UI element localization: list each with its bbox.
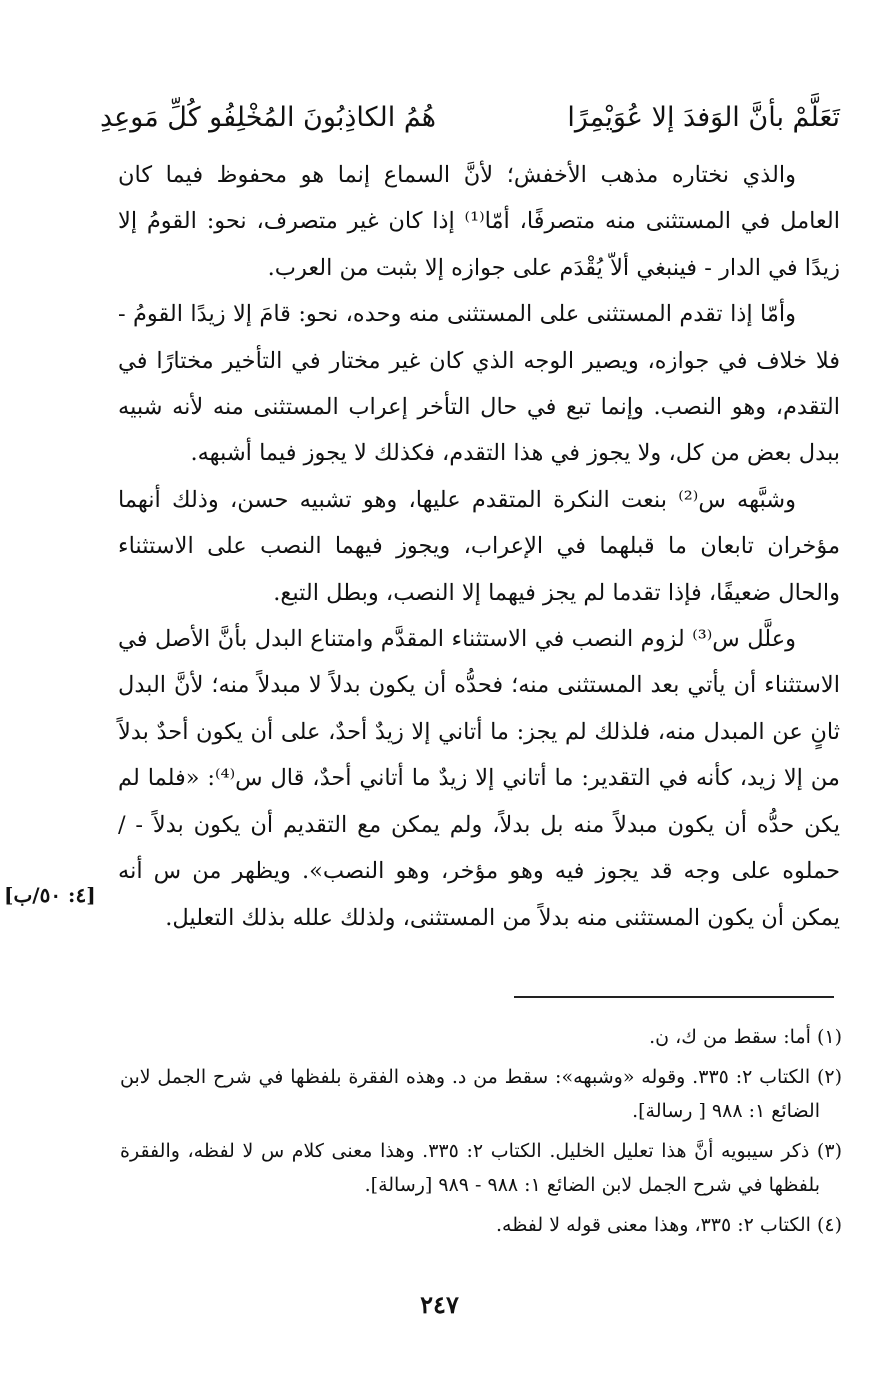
- manuscript-folio-reference: [٤: ٥٠/ب]: [4, 883, 96, 907]
- paragraph: وعلَّل س⁽³⁾ لزوم النصب في الاستثناء المقدَّم وامتناع البدل بأنَّ الأصل في الاستثناء أن يأتي بعد المستثنى منه؛ فحدُّه أن يكون بدلاً لا مبدلاً منه؛ لأنَّ البدل ثانٍ عن المبدل منه، فلذلك لم يجز: ما أتاني إلا زيدٌ أحدٌ، على أن يكون أحدٌ بدلاً من إلا زيد، كأنه في التقدير: ما أتاني إلا زيدٌ ما أتاني أحدٌ، قال س⁽⁴⁾: «فلما لم يكن حدُّه أن يكون مبدلاً منه بل بدلاً، ولم يمكن مع التقديم أن يكون بدلاً - /حملوه على وجه قد يجوز فيه وهو مؤخر، وهو النصب». ويظهر من س أنه يمكن أن يكون المستثنى منه بدلاً من المستثنى، ولذلك علله بذلك التعليل.: [118, 626, 840, 931]
- footnote-separator: [514, 996, 834, 998]
- paragraph: والذي نختاره مذهب الأخفش؛ لأنَّ السماع إنما هو محفوظ فيما كان العامل في المستثنى منه متصرفًا، أمّا⁽¹⁾ إذا كان غير متصرف، نحو: القومُ إلا زيدًا في الدار - فينبغي ألاّ يُقْدَم على جوازه إلا بثبت من العرب.: [118, 162, 840, 281]
- paragraph: وشبَّهه س⁽²⁾ بنعت النكرة المتقدم عليها، وهو تشبيه حسن، وذلك أنهما مؤخران تابعان ما قبلهما في الإعراب، ويجوز فيهما النصب على الاستثناء والحال ضعيفًا، فإذا تقدما لم يجز فيهما إلا النصب، وبطل التبع.: [118, 486, 840, 606]
- footnote: (٢) الكتاب ٢: ٣٣٥. وقوله «وشبهه»: سقط من د. وهذه الفقرة بلفظها في شرح الجمل لابن الضائع ١: ٩٨٨ [ رسالة].: [120, 1066, 842, 1122]
- footnote: (٤) الكتاب ٢: ٣٣٥، وهذا معنى قوله لا لفظه.: [495, 1214, 842, 1236]
- footnote: (٣) ذكر سيبويه أنَّ هذا تعليل الخليل. الكتاب ٢: ٣٣٥. وهذا معنى كلام س لا لفظه، والفقرة بلفظها في شرح الجمل لابن الضائع ١: ٩٨٨ - ٩٨٩ [رسالة].: [120, 1140, 842, 1196]
- paragraph: وأمّا إذا تقدم المستثنى على المستثنى منه وحده، نحو: قامَ إلا زيدًا القومُ - فلا خلاف في جوازه، ويصير الوجه الذي كان غير مختار في التأخير مختارًا في التقدم، وهو النصب. وإنما تبع في حال التأخر إعراب المستثنى منه لأنه شبيه ببدل بعض من كل، ولا يجوز في هذا التقدم، فكذلك لا يجوز فيما أشبهه.: [118, 301, 840, 467]
- verse-first-hemistich: تَعَلَّمْ بأنَّ الوَفدَ إلا عُوَيْمِرًا: [567, 102, 840, 133]
- poetry-verse: [100, 92, 840, 144]
- verse-second-hemistich: هُمُ الكاذِبُونَ المُخْلِفُو كُلِّ مَوعِدِ: [100, 102, 437, 133]
- footnote: (١) أما: سقط من ك، ن.: [649, 1026, 842, 1048]
- page-number: ٢٤٧: [420, 1290, 459, 1319]
- footnotes: [120, 1020, 842, 1248]
- main-text: [118, 152, 840, 941]
